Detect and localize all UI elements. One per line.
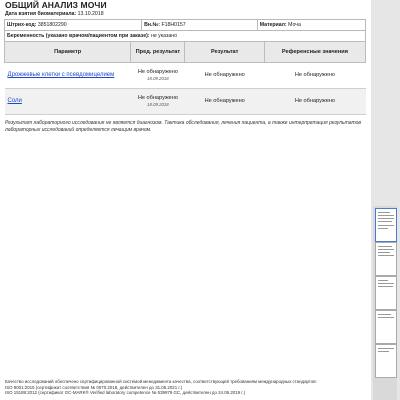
page-thumbnail[interactable] xyxy=(375,208,397,242)
pregnancy-cell xyxy=(5,31,366,42)
footer-line: ISO 15189:2012 (сертификат GC-MARK® Verified laboratory competence № 539979 GC, действителен до 24.06.2019 г.) xyxy=(5,390,246,396)
footer-line: ISO 9001:2015 (сертификат соответствия № 0570.2018, действителен до 31.05.2021 г.) xyxy=(5,384,183,390)
barcode-value: 3851802290 xyxy=(37,22,67,28)
prev-result-value: Не обнаружено xyxy=(137,95,178,102)
page-thumbnail[interactable] xyxy=(375,276,397,310)
param-link[interactable]: Соли xyxy=(7,98,22,105)
order-number-cell xyxy=(142,20,258,31)
prev-result-cell xyxy=(131,63,185,89)
page-thumbnail[interactable] xyxy=(375,242,397,276)
pregnancy-label: Беременность (указано врачом/пациентом при заказе): xyxy=(7,33,150,39)
material-label: Материал: xyxy=(259,22,287,28)
collection-date-label: Дата взятия биоматериала: xyxy=(5,11,77,17)
param-cell xyxy=(5,89,131,115)
patient-info-table xyxy=(4,19,366,42)
reference-cell: Не обнаружено xyxy=(264,63,365,89)
table-row xyxy=(5,89,366,115)
header-param: Параметр xyxy=(5,42,131,63)
report-title: ОБЩИЙ АНАЛИЗ МОЧИ xyxy=(5,0,107,10)
order-number-label: Вн.№: xyxy=(144,22,161,28)
result-cell: Не обнаружено xyxy=(185,89,264,115)
page-thumbnail-strip[interactable] xyxy=(373,206,397,400)
collection-date-value: 13.10.2018 xyxy=(77,11,104,17)
results-header-row xyxy=(5,42,366,63)
barcode-label: Штрих-код: xyxy=(7,22,37,28)
prev-result-date: 18.09.2018 xyxy=(147,101,169,107)
footer-line: Качество исследований обеспечено сертифицированной системой менеджмента качества, соответствующей требованиям международных стандартов: xyxy=(5,379,317,384)
table-row xyxy=(5,63,366,89)
page-thumbnail[interactable] xyxy=(375,310,397,344)
collection-date xyxy=(5,11,104,17)
disclaimer-text: Результат лабораторного исследования не является диагнозом. Тактика обследования, лечения пациента, а также интерпретация результатов лабораторных исследований определяется лечащим врачом. xyxy=(5,120,362,133)
header-result: Результат xyxy=(185,42,264,63)
results-table xyxy=(4,41,366,115)
prev-result-cell xyxy=(131,89,185,115)
result-cell: Не обнаружено xyxy=(185,63,264,89)
header-reference: Референсные значения xyxy=(264,42,365,63)
quality-footer xyxy=(5,379,367,396)
material-cell xyxy=(257,20,365,31)
barcode-cell xyxy=(5,20,142,31)
prev-result-date: 18.09.2018 xyxy=(147,75,169,81)
order-number-value: F18H0157 xyxy=(161,22,186,28)
prev-result-value: Не обнаружено xyxy=(137,69,178,76)
header-prev-result: Пред. результат xyxy=(131,42,185,63)
page-thumbnail[interactable] xyxy=(375,344,397,378)
param-link[interactable]: Дрожжевые клетки с псевдомицелием xyxy=(7,72,115,79)
param-cell xyxy=(5,63,131,89)
reference-cell: Не обнаружено xyxy=(264,89,365,115)
pregnancy-value: не указано xyxy=(150,33,177,39)
material-value: Моча xyxy=(288,22,301,28)
